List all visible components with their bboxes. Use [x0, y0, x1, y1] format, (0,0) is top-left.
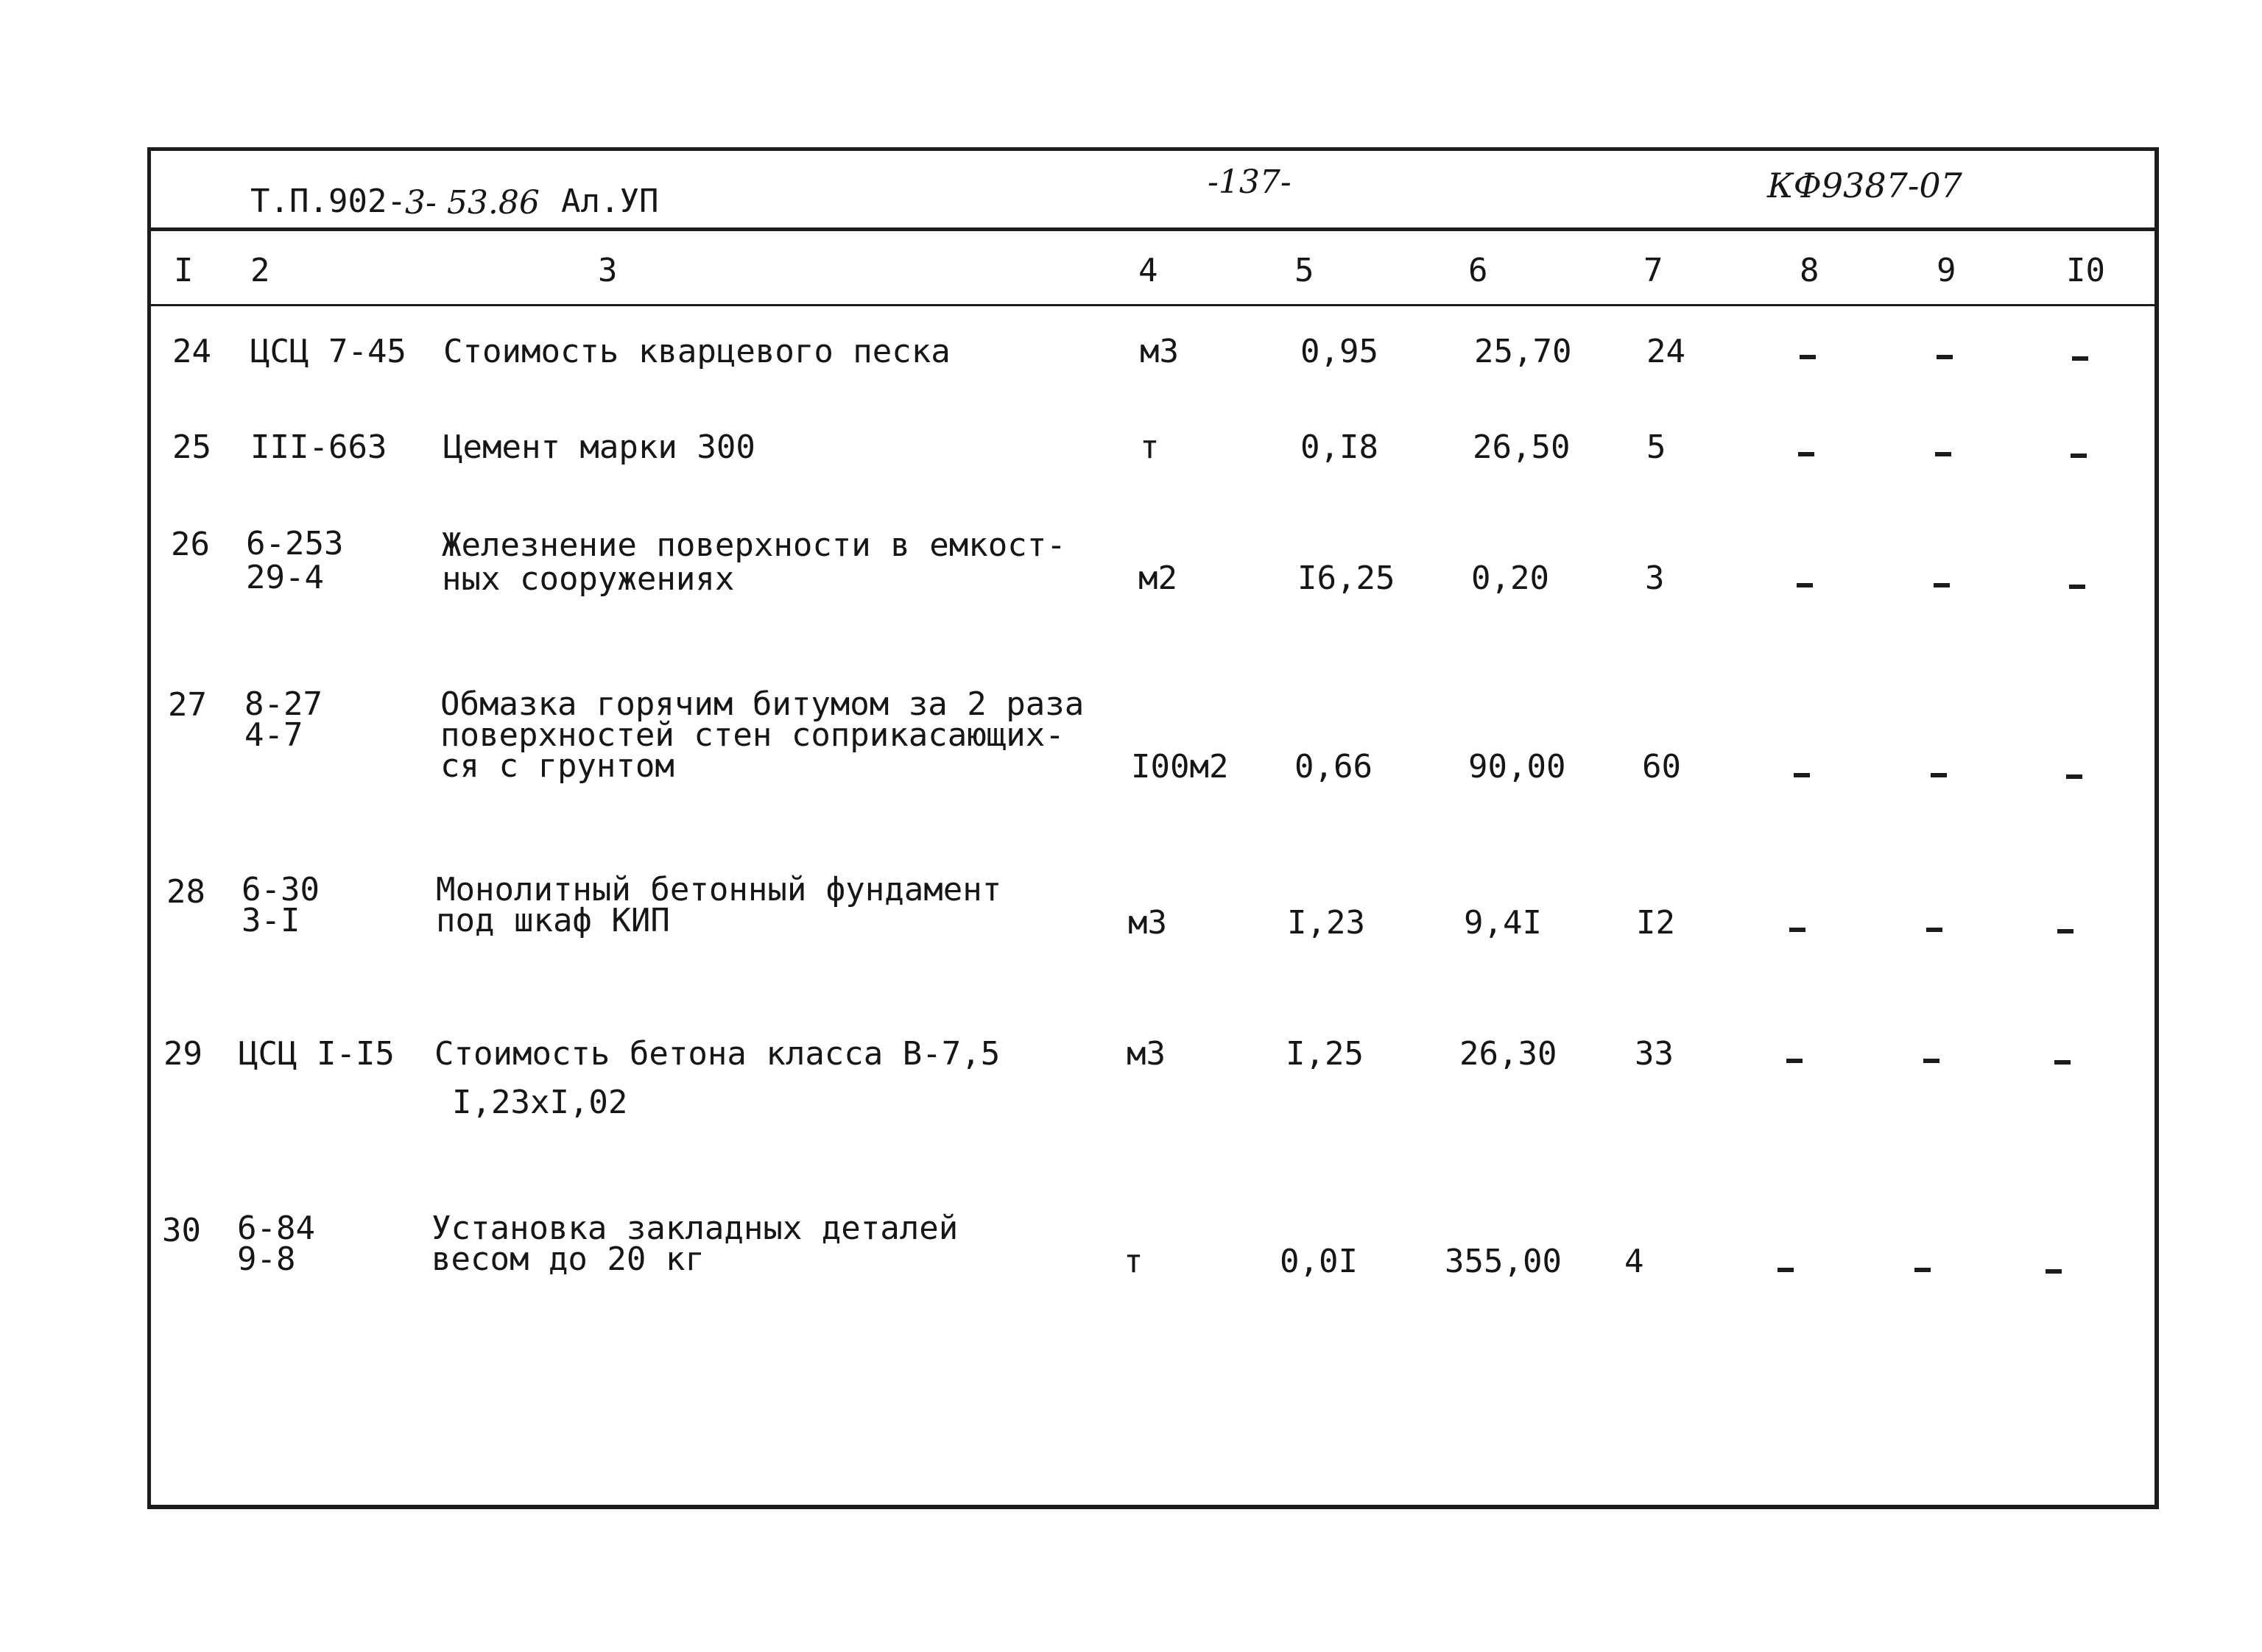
- work-description: Железнение поверхности в емкост- ных сооружениях: [442, 526, 1066, 598]
- column-header-8: 8: [1800, 252, 1819, 289]
- quantity: 0,66: [1294, 748, 1373, 786]
- quantity: I6,25: [1297, 560, 1395, 597]
- column-header-divider: [151, 304, 2154, 306]
- empty-dash-col10: [2072, 356, 2088, 361]
- empty-dash-col10: [2054, 1060, 2071, 1065]
- empty-dash-col8: [1786, 1059, 1803, 1063]
- column-header-2: 2: [250, 252, 270, 289]
- column-header-6: 6: [1468, 252, 1488, 289]
- empty-dash-col10: [2046, 1269, 2062, 1274]
- doc-code-handwritten: 3- 53.86: [405, 184, 540, 222]
- empty-dash-col9: [1914, 1268, 1931, 1272]
- unit-price: 0,20: [1471, 560, 1549, 597]
- unit: м3: [1128, 904, 1167, 942]
- work-description: Стоимость кварцевого песка: [443, 333, 951, 370]
- empty-dash-col10: [2071, 453, 2087, 458]
- row-number: 28: [166, 873, 205, 911]
- stamp-number: КФ9387-07: [1767, 166, 1962, 205]
- empty-dash-col9: [1931, 773, 1947, 777]
- quantity: I,25: [1286, 1035, 1364, 1073]
- quantity-calculation-note: I,23xI,02: [452, 1084, 628, 1121]
- norm-code: 6-253 29-4: [246, 525, 344, 596]
- empty-dash-col9: [1926, 928, 1942, 932]
- total-cost: 24: [1646, 333, 1685, 370]
- work-description: Монолитный бетонный фундамент под шкаф КИП: [436, 871, 1002, 939]
- doc-code-typed-suffix: Ал.УП: [561, 183, 659, 220]
- empty-dash-col8: [1797, 583, 1813, 587]
- unit-price: 26,50: [1473, 428, 1571, 466]
- row-number: 24: [172, 333, 211, 370]
- empty-dash-col9: [1934, 583, 1950, 587]
- unit: м3: [1127, 1035, 1166, 1073]
- unit-price: 355,00: [1445, 1243, 1562, 1280]
- norm-code: 6-84 9-8: [237, 1210, 315, 1278]
- empty-dash-col9: [1937, 355, 1953, 359]
- empty-dash-col10: [2069, 585, 2085, 589]
- work-description: Цемент марки 300: [443, 428, 755, 466]
- norm-code: ЦСЦ I-I5: [239, 1035, 395, 1073]
- column-header-9: 9: [1937, 252, 1956, 289]
- row-number: 29: [163, 1035, 202, 1073]
- total-cost: 60: [1642, 748, 1681, 786]
- total-cost: I2: [1636, 904, 1675, 942]
- unit-price: 26,30: [1459, 1035, 1557, 1073]
- empty-dash-col8: [1789, 928, 1805, 932]
- total-cost: 4: [1624, 1243, 1644, 1280]
- unit-price: 9,4I: [1464, 904, 1542, 942]
- page-number: -137-: [1208, 163, 1292, 201]
- empty-dash-col10: [2066, 774, 2082, 779]
- row-number: 30: [162, 1212, 201, 1249]
- norm-code: 6-30 3-I: [242, 871, 320, 939]
- empty-dash-col9: [1923, 1059, 1939, 1063]
- row-number: 27: [168, 686, 207, 724]
- total-cost: 3: [1645, 560, 1665, 597]
- quantity: I,23: [1287, 904, 1365, 942]
- unit: м3: [1140, 333, 1179, 370]
- unit: м2: [1138, 560, 1177, 597]
- empty-dash-col9: [1935, 452, 1951, 456]
- empty-dash-col8: [1777, 1268, 1794, 1272]
- doc-code-typed-prefix: Т.П.902-: [250, 183, 406, 220]
- empty-dash-col8: [1798, 452, 1814, 456]
- norm-code: 8-27 4-7: [244, 685, 323, 754]
- column-header-3: 3: [598, 252, 618, 289]
- column-header-4: 4: [1138, 252, 1158, 289]
- column-header-7: 7: [1643, 252, 1663, 289]
- norm-code: ЦСЦ 7-45: [250, 333, 406, 370]
- total-cost: 33: [1635, 1035, 1674, 1073]
- work-description: Установка закладных деталей весом до 20 кг: [431, 1210, 959, 1278]
- total-cost: 5: [1646, 428, 1666, 466]
- empty-dash-col8: [1800, 355, 1816, 359]
- column-header-5: 5: [1294, 252, 1314, 289]
- work-description: Обмазка горячим битумом за 2 раза поверхностей стен соприкасающих- ся с грунтом: [440, 685, 1085, 785]
- empty-dash-col10: [2057, 929, 2074, 933]
- empty-dash-col8: [1794, 773, 1810, 777]
- work-description: Стоимость бетона класса В-7,5: [434, 1035, 1001, 1073]
- unit: т: [1124, 1243, 1144, 1280]
- quantity: 0,95: [1300, 333, 1378, 370]
- quantity: 0,I8: [1300, 428, 1378, 466]
- unit-price: 90,00: [1468, 748, 1566, 786]
- unit-price: 25,70: [1474, 333, 1572, 370]
- row-number: 26: [171, 526, 210, 563]
- norm-code: III-663: [250, 428, 387, 466]
- header-divider: [151, 227, 2154, 231]
- column-header-1: I: [174, 252, 194, 289]
- unit: I00м2: [1131, 748, 1229, 786]
- unit: т: [1140, 428, 1160, 466]
- column-header-10: I0: [2066, 252, 2105, 289]
- row-number: 25: [172, 428, 211, 466]
- quantity: 0,0I: [1280, 1243, 1358, 1280]
